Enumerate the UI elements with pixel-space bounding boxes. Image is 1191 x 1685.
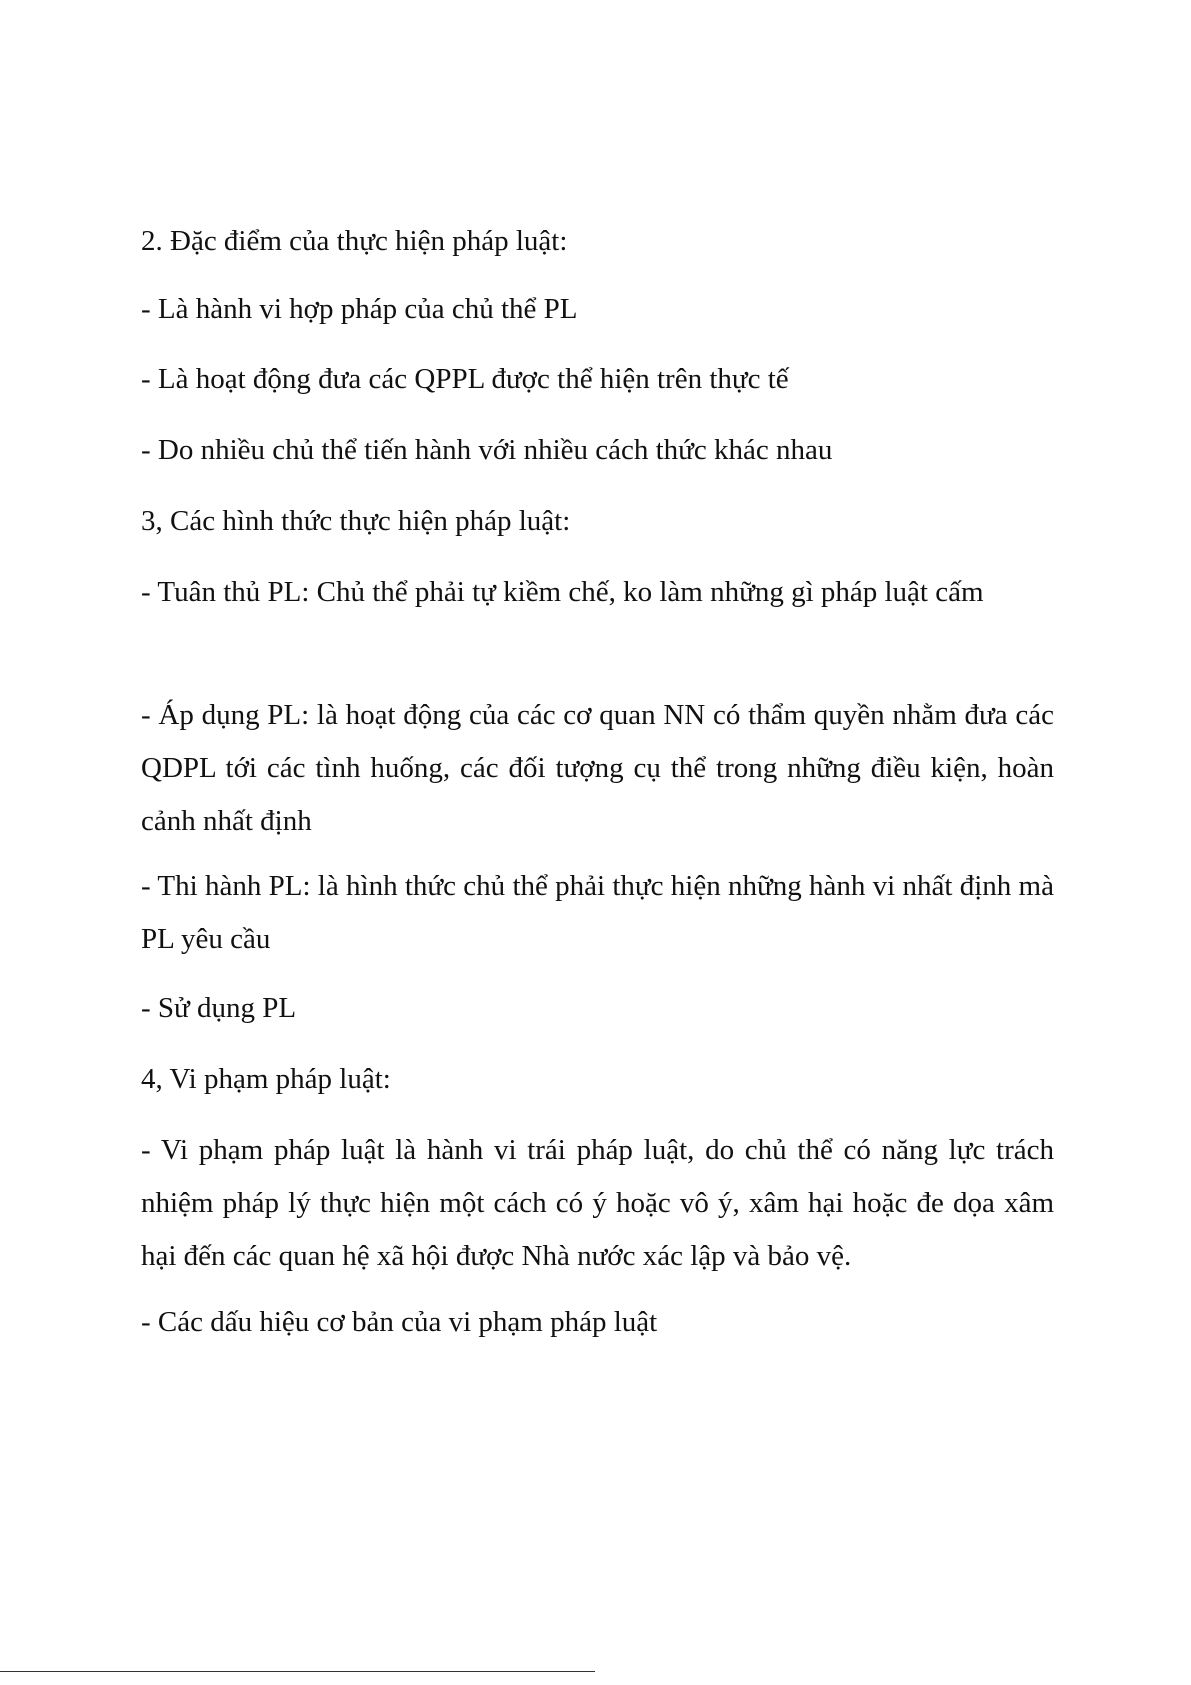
footnote-separator — [0, 1671, 595, 1672]
list-item: - Áp dụng PL: là hoạt động của các cơ quan NN có thẩm quyền nhằm đưa các QDPL tới các tình huống, các đối tượng cụ thể trong những điều kiện, hoàn cảnh nhất định — [141, 699, 1054, 837]
list-item: - Là hoạt động đưa các QPPL được thể hiện trên thực tế — [141, 363, 789, 395]
list-item: - Vi phạm pháp luật là hành vi trái pháp luật, do chủ thể có năng lực trách nhiệm pháp lý thực hiện một cách có ý hoặc vô ý, xâm hại hoặc đe dọa xâm hại đến các quan hệ xã hội được Nhà nước xác lập và bảo vệ. — [141, 1134, 1054, 1272]
list-item: - Sử dụng PL — [141, 992, 297, 1024]
list-item: - Thi hành PL: là hình thức chủ thể phải thực hiện những hành vi nhất định mà PL yêu cầu — [141, 870, 1054, 955]
list-item: - Là hành vi hợp pháp của chủ thể PL — [141, 293, 578, 325]
list-item: - Các dấu hiệu cơ bản của vi phạm pháp luật — [141, 1306, 658, 1338]
list-item: - Tuân thủ PL: Chủ thể phải tự kiềm chế, ko làm những gì pháp luật cấm — [141, 576, 984, 608]
heading-characteristics: 2. Đặc điểm của thực hiện pháp luật: — [141, 225, 568, 257]
heading-forms: 3, Các hình thức thực hiện pháp luật: — [141, 505, 571, 537]
heading-violation: 4, Vi phạm pháp luật: — [141, 1063, 391, 1095]
list-item: - Do nhiều chủ thể tiến hành với nhiều cách thức khác nhau — [141, 434, 833, 466]
